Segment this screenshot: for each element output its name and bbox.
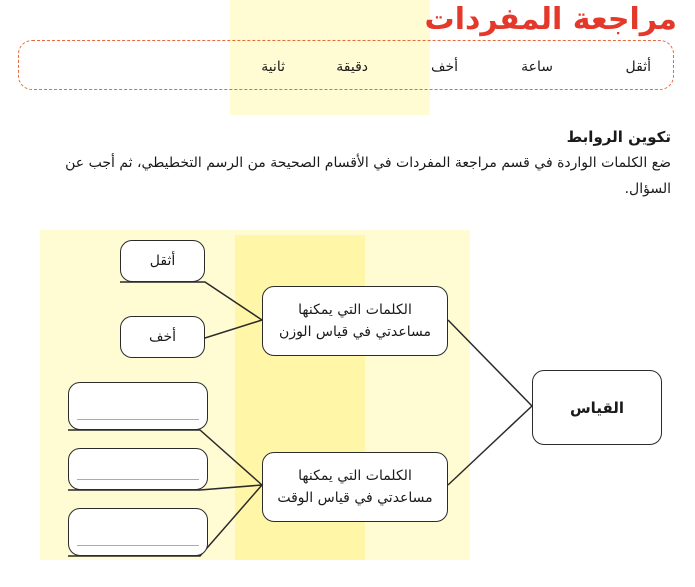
root-concept-box: القياس (532, 370, 662, 445)
answer-blank-box[interactable] (68, 508, 208, 556)
word-bank-item: أثقل (625, 59, 651, 75)
word-bank-item: أخف (430, 59, 458, 75)
weight-word-box: أثقل (120, 240, 205, 282)
section-title: تكوين الروابط (566, 128, 671, 146)
weight-category-box (262, 286, 448, 356)
category-label-line: مساعدتي في قياس الوزن (279, 324, 431, 340)
connector-line (448, 320, 532, 406)
concept-map (0, 220, 695, 587)
category-label-line: مساعدتي في قياس الوقت (277, 490, 433, 506)
connector-line (120, 282, 262, 320)
word-bank-item: دقيقة (336, 59, 368, 75)
answer-blank-box[interactable] (68, 382, 208, 430)
answer-line (77, 545, 199, 546)
connector-line (448, 406, 532, 485)
category-label-line: الكلمات التي يمكنها (298, 468, 412, 484)
instructions-text: ضع الكلمات الواردة في قسم مراجعة المفردات في الأقسام الصحيحة من الرسم التخطيطي، ثم أجب عن السؤال. (65, 155, 671, 197)
word-bank-item: ساعة (521, 59, 553, 75)
weight-word-box: أخف (120, 316, 205, 358)
category-label-line: الكلمات التي يمكنها (298, 302, 412, 318)
word-bank-item: ثانية (261, 59, 285, 75)
answer-line (77, 479, 199, 480)
word-bank (18, 40, 674, 90)
time-category-box (262, 452, 448, 522)
answer-blank-box[interactable] (68, 448, 208, 490)
page-title: مراجعة المفردات (424, 2, 677, 37)
answer-line (77, 419, 199, 420)
